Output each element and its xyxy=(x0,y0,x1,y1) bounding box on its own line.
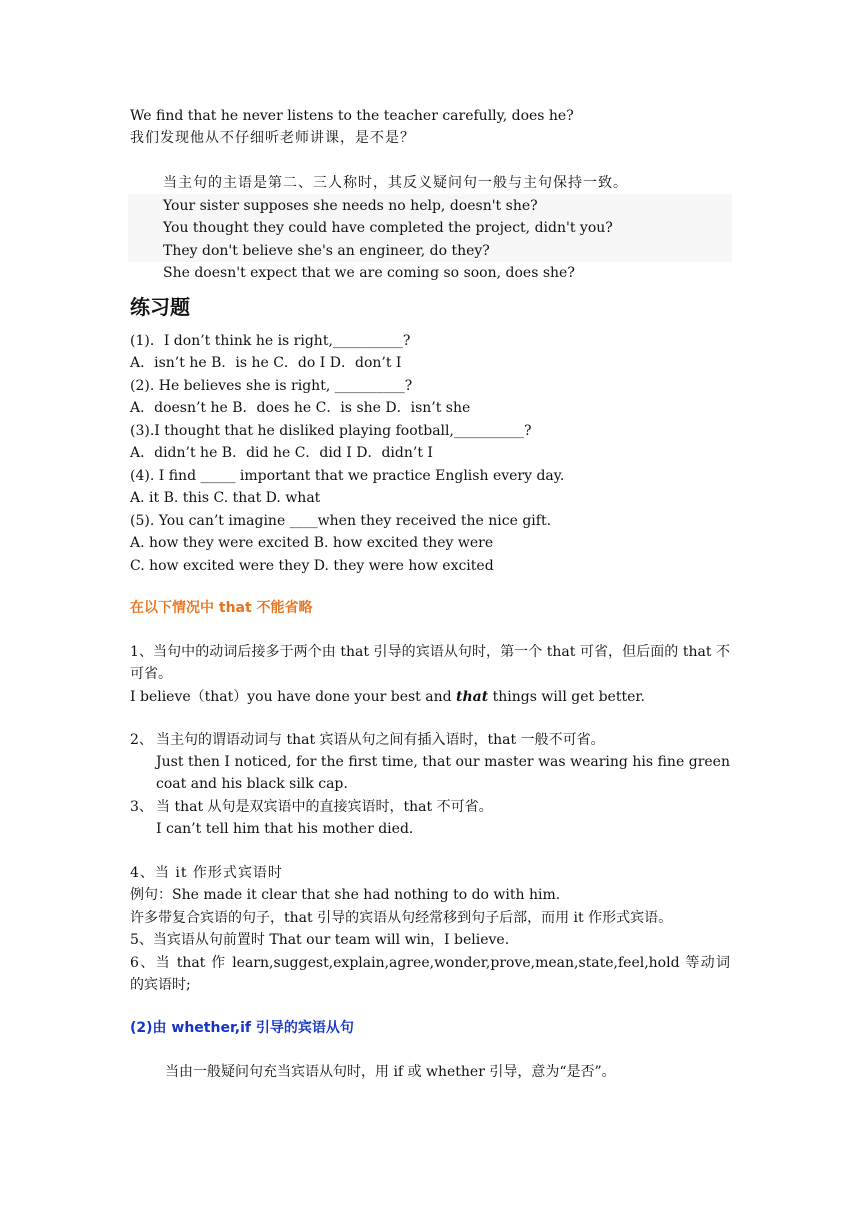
exercise-line: (1)．I don’t think he is right,__________? xyxy=(130,333,411,349)
exercise-line: (3).I thought that he disliked playing football,__________? xyxy=(130,423,532,439)
that-rule-2-number: 2、 xyxy=(130,732,153,748)
that-rule-1: 1、当句中的动词后接多于两个由 that 引导的宾语从句时，第一个 that 可省，但后面的 that 不可省。 xyxy=(130,644,730,682)
that-rule-2: 当主句的谓语动词与 that 宾语从句之间有插入语时，that 一般不可省。 xyxy=(156,732,605,748)
exercise-line: A．isn’t he B．is he C．do I D．don’t I xyxy=(130,355,402,371)
that-rule-3-example: I can’t tell him that his mother died. xyxy=(156,821,414,837)
exercise-line: A．doesn’t he B．does he C．is she D．isn’t she xyxy=(130,400,471,416)
exercise-line: (5). You can’t imagine ____when they received the nice gift. xyxy=(130,513,552,529)
rule-example: She doesn't expect that we are coming so soon, does she? xyxy=(163,265,575,281)
exercise-line: A. it B. this C. that D. what xyxy=(130,490,321,506)
exercises-title: 练习题 xyxy=(130,295,190,319)
that-rule-4-note: 许多带复合宾语的句子，that 引导的宾语从句经常移到句子后部，而用 it 作形式宾语。 xyxy=(130,910,673,926)
that-rule-4-example: 例句：She made it clear that she had nothing to do with him. xyxy=(130,887,561,903)
rule-text: 当主句的主语是第二、三人称时，其反义疑问句一般与主句保持一致。 xyxy=(163,175,628,191)
rule-example: Your sister supposes she needs no help, doesn't she? xyxy=(163,198,538,214)
that-rule-2-example: Just then I noticed, for the first time, that our master was wearing his fine green coat and his black silk cap. xyxy=(156,754,730,792)
that-rule-3: 当 that 从句是双宾语中的直接宾语时，that 不可省。 xyxy=(156,799,493,815)
exercise-line: (4). I find _____ important that we practice English every day. xyxy=(130,468,565,484)
that-rule-5: 5、当宾语从句前置时 That our team will win，I believe. xyxy=(130,932,510,948)
exercise-line: (2). He believes she is right, __________? xyxy=(130,378,413,394)
rule-example: They don't believe she's an engineer, do they? xyxy=(163,243,490,259)
exercise-line: C. how excited were they D. they were how excited xyxy=(130,558,494,574)
that-rule-4: 4、当 it 作形式宾语时 xyxy=(130,865,283,881)
that-rule-1-example: I believe（that）you have done your best and that things will get better. xyxy=(130,689,645,705)
exercise-line: A. how they were excited B. how excited they were xyxy=(130,535,494,551)
whether-section-heading: (2)由 whether,if 引导的宾语从句 xyxy=(130,1020,354,1036)
intro-english: We find that he never listens to the teacher carefully, does he? xyxy=(130,108,574,124)
rule-example: You thought they could have completed the project, didn't you? xyxy=(163,220,613,236)
exercise-line: A．didn’t he B．did he C．did I D．didn’t I xyxy=(130,445,433,461)
intro-chinese: 我们发现他从不仔细听老师讲课，是不是？ xyxy=(130,130,415,146)
that-rule-6: 6、当 that 作 learn,suggest,explain,agree,wonder,prove,mean,state,feel,hold 等动词的宾语时; xyxy=(130,955,730,993)
whether-section-text: 当由一般疑问句充当宾语从句时，用 if 或 whether 引导，意为“是否”。 xyxy=(165,1064,616,1080)
emphasized-that: that xyxy=(456,689,489,705)
that-section-heading: 在以下情况中 that 不能省略 xyxy=(130,600,313,616)
that-rule-3-number: 3、 xyxy=(130,799,153,815)
